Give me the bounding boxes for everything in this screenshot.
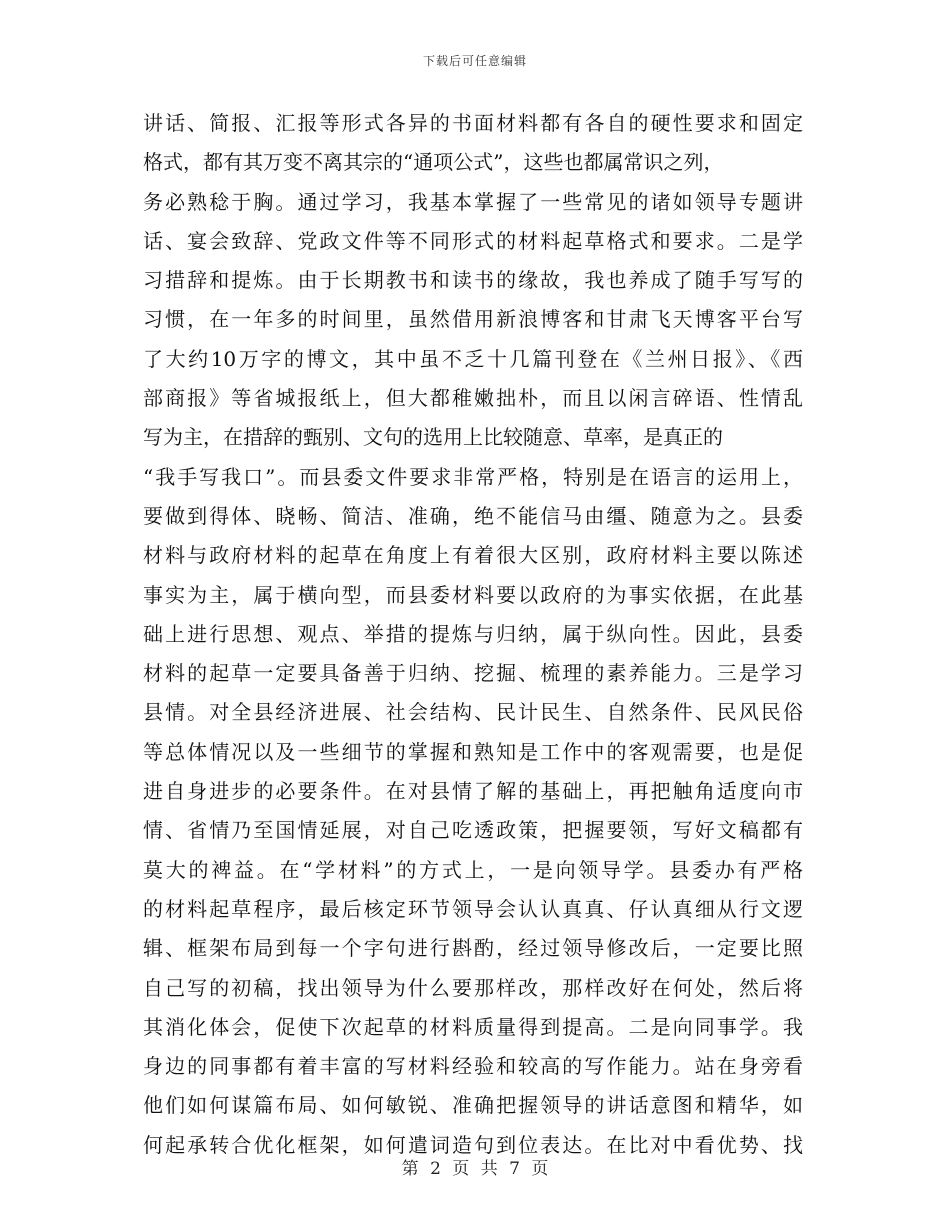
- body-line: 进自身进步的必要条件。在对县情了解的基础上，再把触角适度向市: [143, 779, 803, 804]
- body-line: 辑、框架布局到每一个字句进行斟酌，经过领导修改后，一定要比照: [143, 936, 803, 961]
- body-line: 习措辞和提炼。由于长期教书和读书的缘故，我也养成了随手写写的: [143, 268, 803, 293]
- body-line: 县情。对全县经济进展、社会结构、民计民生、自然条件、民风民俗: [143, 700, 803, 725]
- body-line: 身边的同事都有着丰富的写材料经验和较高的写作能力。站在身旁看: [143, 1054, 803, 1079]
- body-line: 格式，都有其万变不离其宗的“通项公式”，这些也都属常识之列，: [143, 150, 724, 175]
- body-line: 部商报》等省城报纸上，但大都稚嫩拙朴，而且以闲言碎语、性情乱: [143, 386, 803, 411]
- body-line: 何起承转合优化框架，如何遣词造句到位表达。在比对中看优势、找: [143, 1132, 803, 1157]
- page-header: 下载后可任意编辑: [422, 54, 527, 68]
- document-body: [143, 104, 803, 1165]
- body-line: 情、省情乃至国情延展，对自己吃透政策，把握要领，写好文稿都有: [143, 818, 803, 843]
- body-line: 写为主，在措辞的甄别、文句的选用上比较随意、草率，是真正的: [143, 425, 723, 450]
- body-line: 材料的起草一定要具备善于归纳、挖掘、梳理的素养能力。三是学习: [143, 661, 803, 686]
- body-line: 其消化体会，促使下次起草的材料质量得到提高。二是向同事学。我: [143, 1014, 803, 1039]
- body-line: 莫大的裨益。在“学材料”的方式上，一是向领导学。县委办有严格: [143, 857, 803, 882]
- body-line: 了大约10万字的博文，其中虽不乏十几篇刊登在《兰州日报》、《西: [143, 346, 803, 371]
- body-line: 础上进行思想、观点、举措的提炼与归纳，属于纵向性。因此，县委: [143, 621, 803, 646]
- body-line: 要做到得体、晓畅、简洁、准确，绝不能信马由缰、随意为之。县委: [143, 503, 803, 528]
- body-line: 等总体情况以及一些细节的掌握和熟知是工作中的客观需要，也是促: [143, 739, 803, 764]
- body-line: 的材料起草程序，最后核定环节领导会认认真真、仔认真细从行文逻: [143, 896, 803, 921]
- body-line: 他们如何谋篇布局、如何敏锐、准确把握领导的讲话意图和精华，如: [143, 1093, 803, 1118]
- body-line: 自己写的初稿，找出领导为什么要那样改，那样改好在何处，然后将: [143, 975, 803, 1000]
- body-line: “我手写我口”。而县委文件要求非常严格，特别是在语言的运用上，: [143, 464, 803, 489]
- body-line: 话、宴会致辞、党政文件等不同形式的材料起草格式和要求。二是学: [143, 228, 803, 253]
- page-number-footer: 第 2 页 共 7 页: [401, 1159, 549, 1179]
- body-line: 习惯，在一年多的时间里，虽然借用新浪博客和甘肃飞天博客平台写: [143, 307, 803, 332]
- body-line: 材料与政府材料的起草在角度上有着很大区别，政府材料主要以陈述: [143, 543, 803, 568]
- body-line: 务必熟稔于胸。通过学习，我基本掌握了一些常见的诸如领导专题讲: [143, 189, 803, 214]
- body-line: 讲话、简报、汇报等形式各异的书面材料都有各自的硬性要求和固定: [143, 111, 803, 135]
- body-line: 事实为主，属于横向型，而县委材料要以政府的为事实依据，在此基: [143, 582, 803, 607]
